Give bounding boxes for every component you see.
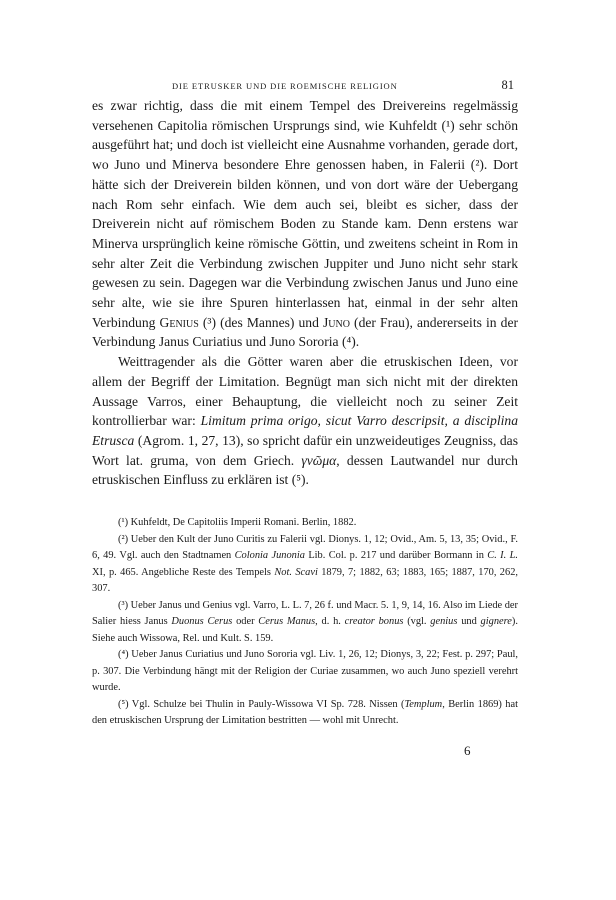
signature-mark: 6 [464,743,471,758]
footnote-3-text-c: , d. h. [315,616,345,627]
footnote-2-text-b: Lib. Col. p. 217 und darüber Bormann in [304,550,488,561]
footnote-3-gignere: gignere [480,616,512,627]
paragraph-2 [92,352,518,490]
footnote-3 [92,598,518,648]
paragraph-1-text-b: (³) (des Mannes) und [198,314,323,330]
paragraph-1 [92,96,518,352]
footnote-2-text-a: (²) Ueber den Kult der Juno Curitis zu Falerii vgl. Dionys. 1, 12; Ovid., Am. 5, 13, 35; Ovid., F. 6, 49. Vgl. auch den Stadtnamen [92,533,518,561]
footnote-2 [92,532,518,598]
footnote-3-text-b: oder [232,616,259,627]
footnote-1: (¹) Kuhfeldt, De Capitoliis Imperii Romani. Berlin, 1882. [118,517,357,528]
footnote-5-text-a: (⁵) Vgl. Schulze bei Thulin in Pauly-Wissowa VI Sp. 728. Nissen ( [118,698,405,710]
footnote-2-not-scavi: Not. Scavi [274,566,318,578]
paragraph-2-text-c: , dessen Lautwandel nur durch etruskischen Einfluss zu erklären ist (⁵). [92,452,518,488]
footnote-5-templum: Templum [404,698,443,710]
footnote-2-cil: C. I. L. [487,550,518,561]
footnote-3-text-e: und [457,616,481,627]
paragraph-2-text-b: (Agrom. 1, 27, 13), so spricht dafür ein unzweideutiges Zeugniss, das Wort lat. gruma, von dem Griech. [92,432,518,468]
greek-word: γνῶμα [301,452,337,468]
paragraph-2-text-a: Weittragender als die Götter waren aber die etruskischen Ideen, vor allem der Begriff der Limitation. Begnügt man sich nicht mit der direkten Aussage Varros, einer Behauptung, die vielleicht noch zu seiner Zeit kontrollierbar war: [92,354,518,429]
footnote-2-text-c: XI, p. 465. Angebliche Reste des Tempels [92,566,275,578]
running-head: DIE ETRUSKER UND DIE ROEMISCHE RELIGION [172,81,398,91]
footnotes [92,515,518,730]
footnote-2-text-d: 1879, 7; 1882, 63; 1883, 165; 1887, 170, 262, 307. [92,566,518,594]
paragraph-1-text-a: es zwar richtig, dass die mit einem Tempel des Dreivereins regelmässig versehenen Capitolia römischen Ursprungs sind, wie Kuhfeldt (¹) sehr schön ausgeführt hat; und doch ist vielleicht eine Ausnahme vorhanden, gerade dort, wo Juno und Minerva besondere Ehre genossen haben, in Falerii (²). Dort hätte sich der Dreiverein bilden können, und von dort wäre der Uebergang nach Rom sehr einfach. Wie dem auch sei, bleibt es sicher, dass der Dreiverein nicht auf römischem Boden zu Stande kam. Denn erstens war Minerva ursprünglich keine römische Göttin, und zweitens scheint in Rom in sehr alter Zeit die Verbindung zwischen Juppiter und Juno nicht sehr stark gewesen zu sein. Dagegen war die Verbindung zwischen Janus und Juno eine sehr alte, wie sie ihre Spuren hinterlassen hat, einmal in der sehr alten Verbindung [92,98,518,330]
genius-small-caps: Genius [159,314,199,330]
main-text [92,96,518,490]
footnote-3-text-f: ). Siehe auch Wissowa, Rel. und Kult. S. 159. [92,616,518,644]
footnote-3-text-a: (³) Ueber Janus und Genius vgl. Varro, L. L. 7, 26 f. und Macr. 5. 1, 9, 14, 16. Also im Liede der Salier hiess Janus [92,599,519,627]
footnote-4: (⁴) Ueber Janus Curiatius und Juno Sororia vgl. Liv. 1, 26, 12; Dionys, 3, 22; Fest. p. 297; Paul, p. 307. Die Verbindung hängt mit der Religion der Curiae zusammen, wo auch Juno speziell verehrt wurde. [92,649,518,693]
footnote-3-duonus: Duonus Cerus [171,616,233,627]
varro-quote: Limitum prima origo, sicut Varro descripsit, a disciplina Etrusca [92,413,518,448]
paragraph-1-text-c: (der Frau), andererseits in der Verbindung Janus Curiatius und Juno Sororia (⁴). [92,314,519,350]
page-header [92,78,518,94]
footnote-2-city: Colonia Junonia [234,550,305,561]
footnote-3-genius: genius [430,616,458,627]
footnote-5-text-b: , Berlin 1869) hat den etruskischen Ursprung der Limitation bestritten — wohl mit Unrecht. [92,698,518,726]
footnote-3-text-d: (vgl. [403,616,431,627]
footnote-5 [92,697,518,730]
juno-small-caps: Juno [323,314,350,330]
footnote-3-cerus: Cerus Manus [258,616,316,627]
footnote-3-creator: creator bonus [344,616,404,627]
page-number: 81 [501,78,514,92]
